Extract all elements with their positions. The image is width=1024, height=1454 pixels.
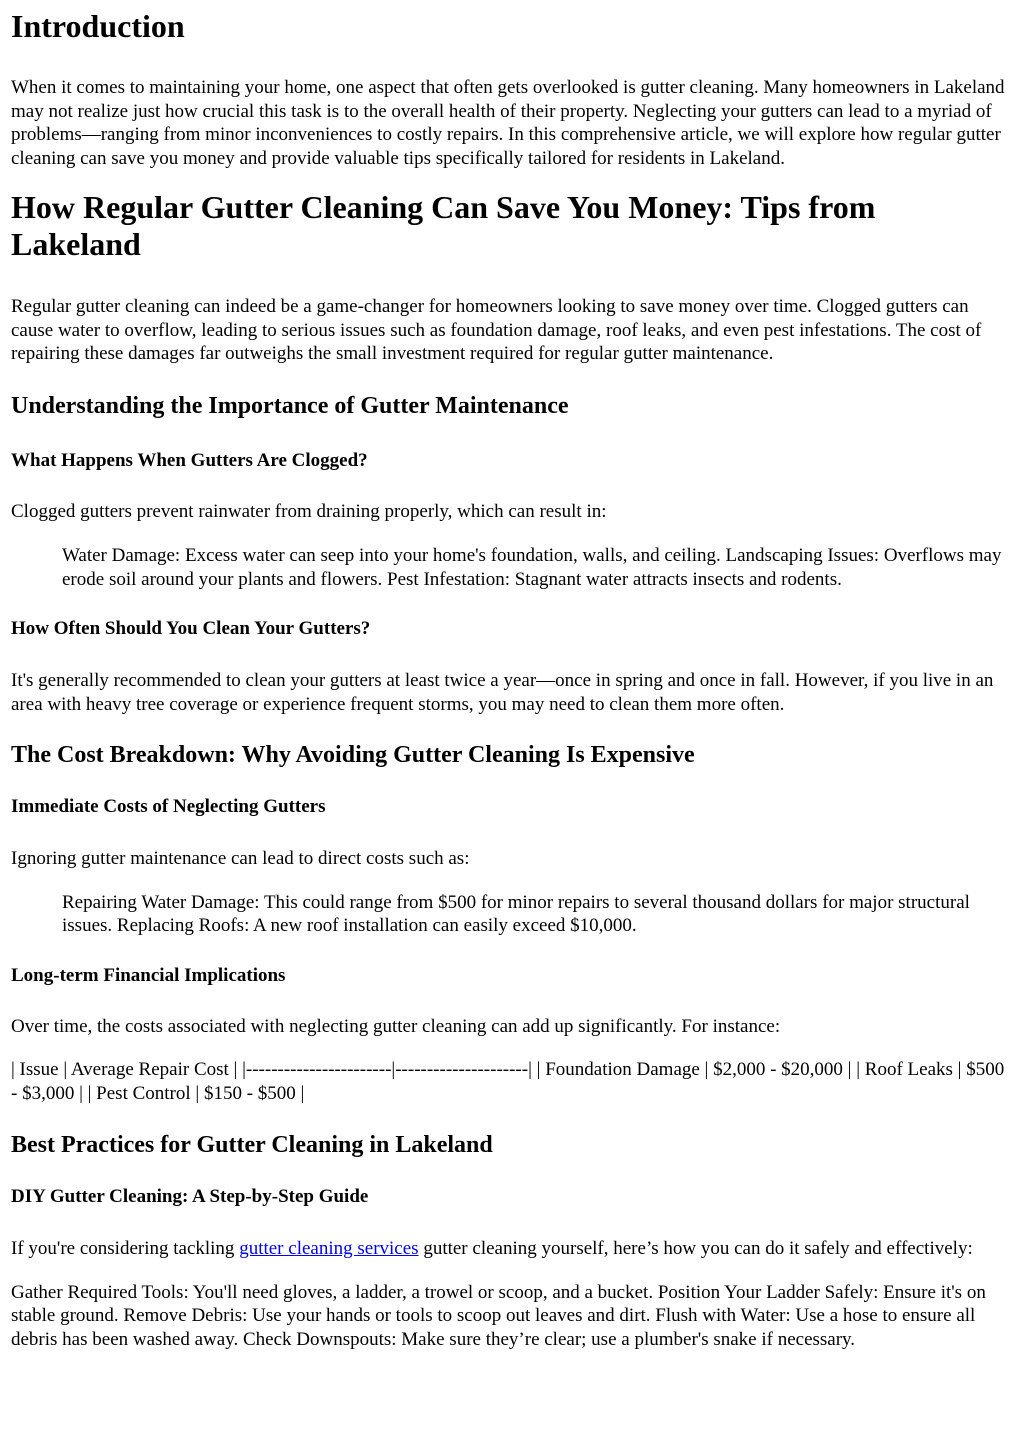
diy-steps: Gather Required Tools: You'll need gloves, a ladder, a trowel or scoop, and a bucket. Position Your Ladder Safely: Ensure it's on stable ground. Remove Debris: Use your hands or tools to scoop out leaves and dirt. Flush with Water: Use a hose to ensure all debris has been washed away. Check Downspouts: Make sure they’re clear; use a plumber's snake if necessary.: [11, 1281, 986, 1350]
frequency-heading: How Often Should You Clean Your Gutters?: [11, 618, 371, 639]
article: [0, 8, 1024, 1351]
diy-text-after-link: gutter cleaning yourself, here’s how you can do it safely and effectively:: [418, 1238, 973, 1259]
best-heading: Best Practices for Gutter Cleaning in Lakeland: [11, 1132, 493, 1158]
clogged-heading: What Happens When Gutters Are Clogged?: [11, 449, 368, 471]
frequency-paragraph: It's generally recommended to clean your gutters at least twice a year—once in spring and once in fall. However, if you live in an area with heavy tree coverage or experience frequent storms, you may need to clean them more often.: [11, 670, 994, 715]
importance-heading: Understanding the Importance of Gutter Maintenance: [11, 392, 569, 419]
cost-table-text: | Issue | Average Repair Cost | |-----------------------|---------------------| | Foundation Damage | $2,000 - $20,000 | | Roof Leaks | $500 - $3,000 | | Pest Control | $150 - $500 |: [11, 1059, 1005, 1104]
immediate-paragraph: Ignoring gutter maintenance can lead to direct costs such as:: [11, 848, 470, 869]
clogged-list: Water Damage: Excess water can seep into your home's foundation, walls, and ceiling. Landscaping Issues: Overflows may erode soil around your plants and flowers. Pest Infestation: Stagnant water attracts insects and rodents.: [62, 545, 1002, 590]
diy-paragraph: [11, 1237, 1013, 1261]
main-paragraph: Regular gutter cleaning can indeed be a game-changer for homeowners looking to save money over time. Clogged gutters can cause water to overflow, leading to serious issues such as foundation damage, roof leaks, and even pest infestations. The cost of repairing these damages far outweighs the small investment required for regular gutter maintenance.: [11, 296, 982, 364]
cost-heading: The Cost Breakdown: Why Avoiding Gutter Cleaning Is Expensive: [11, 742, 695, 768]
intro-heading: Introduction: [11, 8, 185, 44]
intro-paragraph: When it comes to maintaining your home, one aspect that often gets overlooked is gutter cleaning. Many homeowners in Lakeland may not realize just how crucial this task is to the overall health of their property. Neglecting your gutters can lead to a myriad of problems—ranging from minor inconveniences to costly repairs. In this comprehensive article, we will explore how regular gutter cleaning can save you money and provide valuable tips specifically tailored for residents in Lakeland.: [11, 77, 1005, 169]
clogged-paragraph: Clogged gutters prevent rainwater from draining properly, which can result in:: [11, 500, 607, 522]
immediate-heading: Immediate Costs of Neglecting Gutters: [11, 796, 326, 817]
immediate-list: Repairing Water Damage: This could range from $500 for minor repairs to several thousand dollars for major structural issues. Replacing Roofs: A new roof installation can easily exceed $10,000.: [62, 891, 970, 936]
diy-text-before-link: If you're considering tackling: [11, 1238, 240, 1259]
diy-heading: DIY Gutter Cleaning: A Step-by-Step Guide: [11, 1186, 369, 1207]
longterm-paragraph: Over time, the costs associated with neglecting gutter cleaning can add up significantly. For instance:: [11, 1015, 781, 1037]
longterm-heading: Long-term Financial Implications: [11, 964, 286, 986]
main-heading: How Regular Gutter Cleaning Can Save You Money: Tips from Lakeland: [11, 189, 876, 262]
gutter-cleaning-services-link[interactable]: gutter cleaning services: [239, 1238, 419, 1259]
